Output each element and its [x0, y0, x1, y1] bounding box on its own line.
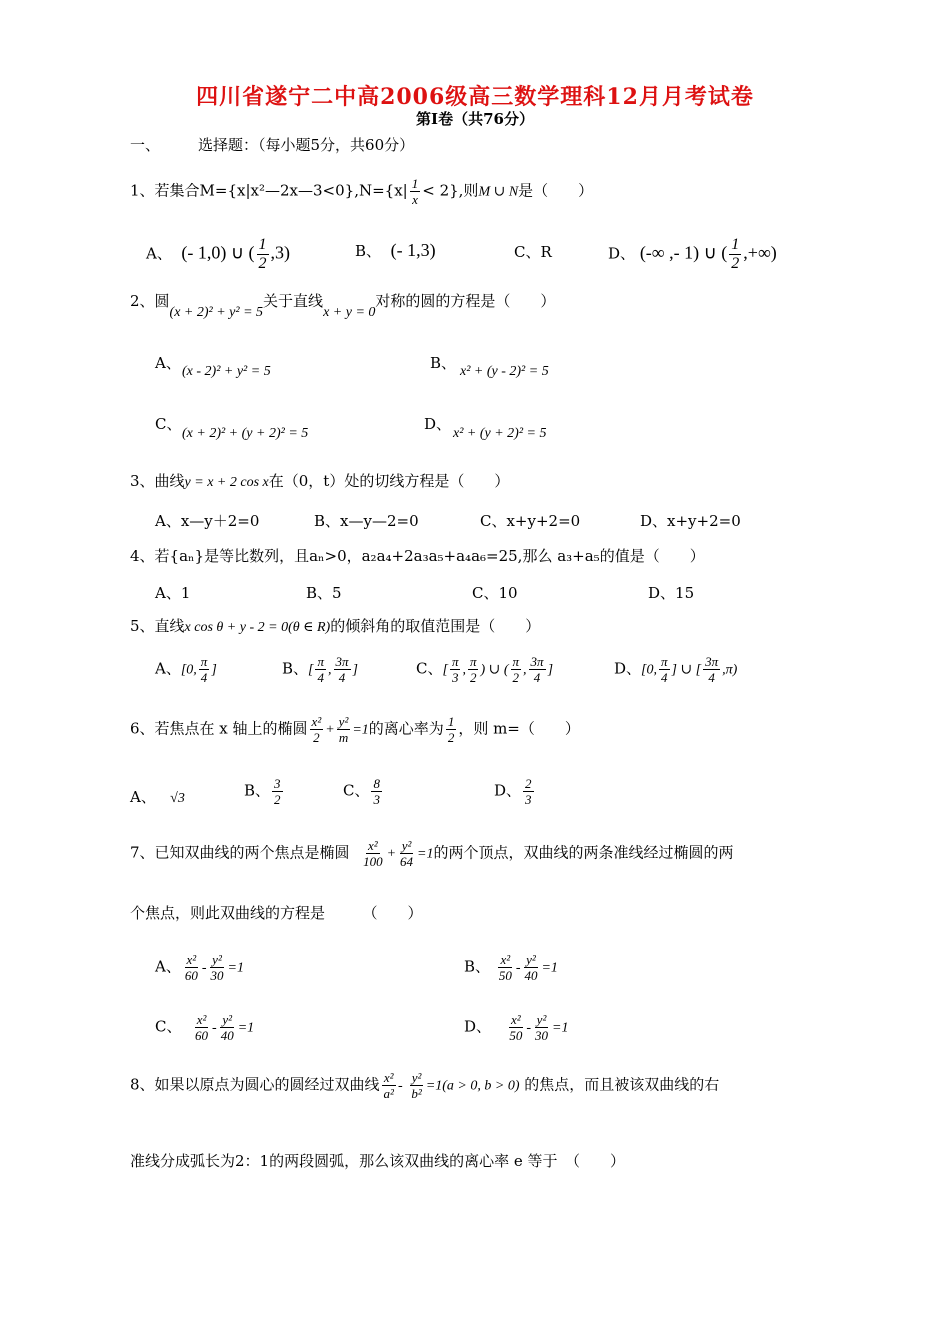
- q7-option-b: B、 $\frac{\text{x²}}{50}$ - $\frac{\text{y²}}{40}$ =1: [464, 952, 558, 983]
- q1-option-b: B、 (- 1,3): [355, 240, 436, 260]
- q5-option-d: D、[0, $\frac{\pi}{4}$ ] ∪ [ $\frac{3\pi}{4}$ ,π): [614, 654, 738, 685]
- q2-circle: (x + 2)² + y² = 5: [169, 305, 264, 320]
- q1-expr: M ∪ N: [478, 184, 519, 200]
- q4-option-b: B、5: [306, 584, 342, 602]
- q7-stem-continued: 个焦点，则此双曲线的方程是 （ ）: [130, 904, 423, 922]
- q4-option-c: C、10: [472, 584, 518, 602]
- q1-stem-b: < 2},则: [422, 181, 479, 200]
- q2-option-c-label: C、: [155, 415, 182, 433]
- question-7: 7、已知双曲线的两个焦点是椭圆 $\frac{\text{x²}}{100}$ + $\frac{\text{y²}}{64}$ =1的两个顶点，双曲线的两条准线经过椭圆的两: [130, 838, 734, 869]
- q3-option-b: B、x—y—2=0: [314, 512, 419, 530]
- q2-option-d: x² + (y + 2)² = 5: [453, 426, 547, 441]
- q1-option-d: D、 (-∞ ,- 1) ∪ ( $\frac{1}{2}$ ,+∞): [608, 236, 777, 272]
- page-title: 四川省遂宁二中高2006级高三数学理科12月月考试卷: [196, 84, 754, 110]
- q5-eq: x cos θ + y - 2 = 0(θ ∈ R): [184, 620, 331, 635]
- q1-fraction: $\frac{1}{x}$: [411, 176, 419, 207]
- question-2: 2、圆(x + 2)² + y² = 5关于直线x + y = 0对称的圆的方程是（ ）: [130, 292, 556, 320]
- question-5: 5、直线x cos θ + y - 2 = 0(θ ∈ R)的倾斜角的取值范围是（ ）: [130, 617, 541, 635]
- q1-option-c: C、R: [514, 243, 552, 261]
- q3-option-d: D、x+y+2=0: [640, 512, 741, 530]
- question-1: [130, 176, 593, 207]
- q7-option-c: C、 $\frac{\text{x²}}{60}$ - $\frac{\text{y²}}{40}$ =1: [155, 1012, 255, 1043]
- page-subtitle: 第Ⅰ卷（共76分）: [416, 110, 534, 128]
- q8-stem-continued: 准线分成弧长为2：1的两段圆弧，那么该双曲线的离心率 e 等于 （ ）: [130, 1152, 626, 1170]
- q2-option-a-label: A、: [155, 354, 181, 372]
- q2-option-a: (x - 2)² + y² = 5: [182, 364, 271, 379]
- q7-option-d: D、 $\frac{\text{x²}}{50}$ - $\frac{\text{y²}}{30}$ =1: [464, 1012, 569, 1043]
- q4-option-d: D、15: [648, 584, 695, 602]
- q3-curve: y = x + 2 cos x: [184, 475, 269, 490]
- q5-option-b: B、[ $\frac{\pi}{4}$ , $\frac{3\pi}{4}$ ]: [282, 654, 358, 685]
- q5-option-a: A、[0, $\frac{\pi}{4}$ ]: [155, 654, 217, 685]
- section-number: 一、: [130, 136, 161, 154]
- q2-line: x + y = 0: [323, 305, 376, 320]
- q3-option-a: A、x—y＋2=0: [155, 512, 260, 530]
- q1-stem-a: 1、若集合M={x|x²—2x—3<0},N={x|: [130, 181, 408, 200]
- q5-option-c: C、[ $\frac{\pi}{3}$ , $\frac{\pi}{2}$ ) ∪ ( $\frac{\pi}{2}$ , $\frac{3\pi}{4}$ ]: [416, 654, 554, 685]
- q6-option-b: B、 $\frac{3}{2}$: [244, 776, 281, 807]
- question-3: 3、曲线y = x + 2 cos x在（0，t）处的切线方程是（ ）: [130, 472, 510, 490]
- q2-option-b: x² + (y - 2)² = 5: [460, 364, 549, 379]
- question-6: 6、若焦点在 x 轴上的椭圆 $\frac{\text{x²}}{2}$ + $\frac{\text{y²}}{m}$ =1的离心率为 $\frac{1}{2}$ ，则 m=（ ）: [130, 714, 580, 745]
- q2-option-b-label: B、: [430, 354, 457, 372]
- q6-option-c: C、 $\frac{8}{3}$: [343, 776, 380, 807]
- q3-option-c: C、x+y+2=0: [480, 512, 581, 530]
- q1-option-a: A、 (- 1,0) ∪ ( $\frac{1}{2}$ ,3): [146, 236, 291, 272]
- question-8: 8、如果以原点为圆心的圆经过双曲线 $\frac{\text{x²}}{\text{a²}}$ - $\frac{\text{y²}}{\text{b²}}$ =1(a > 0, b > 0) 的焦点，而且被该双曲线的右: [130, 1070, 720, 1101]
- q6-option-a: A、 √3: [130, 788, 185, 806]
- q4-option-a: A、1: [155, 584, 191, 602]
- section-label: 选择题：（每小题5分，共60分）: [198, 136, 415, 154]
- q1-stem-c: 是（ ）: [518, 181, 594, 200]
- q7-option-a: A、 $\frac{\text{x²}}{60}$ - $\frac{\text{y²}}{30}$ =1: [155, 952, 244, 983]
- q2-option-d-label: D、: [424, 415, 452, 433]
- q2-option-c: (x + 2)² + (y + 2)² = 5: [182, 426, 309, 441]
- question-4: 4、若{aₙ}是等比数列，且aₙ>0，a₂a₄+2a₃a₅+a₄a₆=25,那么 a₃+a₅的值是（ ）: [130, 547, 705, 565]
- q6-option-d: D、 $\frac{2}{3}$: [494, 776, 532, 807]
